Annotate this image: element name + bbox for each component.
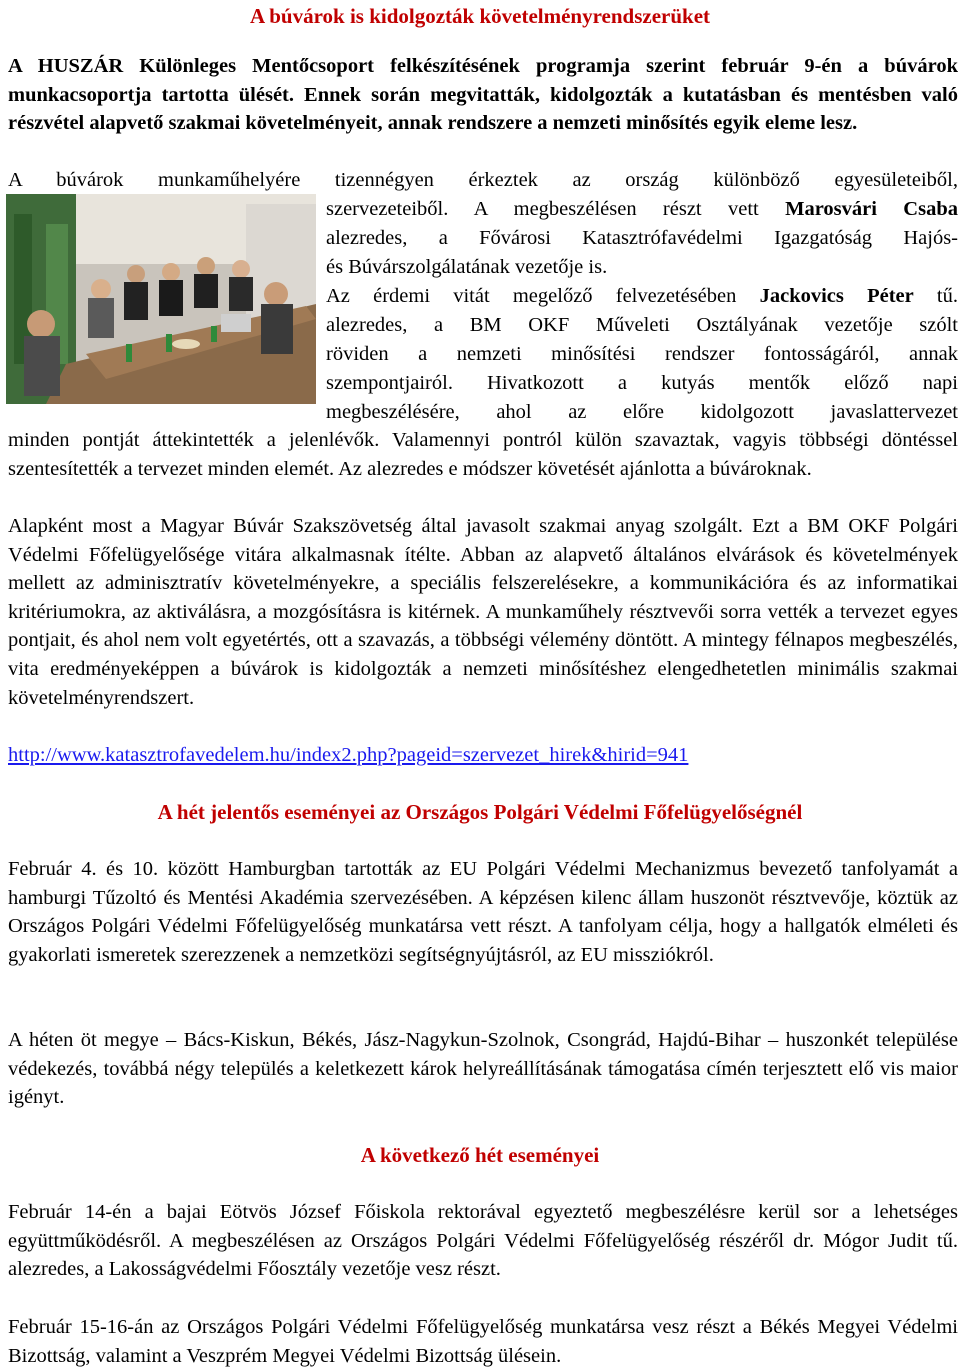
article1-para3-continuation: minden pontját áttekintették a jelenlévők. Valamennyi pontról külön szavaztak, vagyis többségi döntéssel szentesítették a tervezet minden elemét. Az alezredes e módszer követését ajánlotta a búvároknak. (8, 429, 958, 480)
article1-lead-paragraph: A HUSZÁR Különleges Mentőcsoport felkészítésének programja szerint február 9-én a búvárok munkacsoportja tartotta ülését. Ennek során megvitatták, kidolgozták a kutatásban és mentésben való részvétel alapvető szakmai követelményeit, annak rendszere a nemzeti minősítés egyik eleme lesz. (8, 55, 958, 135)
article1-para2-line2: szervezeteiből. A megbeszélésen részt vett Marosvári Csaba (326, 198, 958, 220)
article1-para4: Alapként most a Magyar Búvár Szakszövetség által javasolt szakmai anyag szolgált. Ezt a BM OKF Polgári Védelmi Főfelügyelősége vitára alkalmasnak ítélte. Abban az alapvető általános elvárások és követelmények mellett az adminisztratív követelményekre, a speciális felszerelésekre, a kommunikációra és az informatikai kritériumokra, az aktiválásra, a mozgósításra is kitérnek. A munkaműhely résztvevői sorra vették a tervezet egyes pontjait, és ahol nem volt egyetértés, ott a szavazás, a többségi vélemény döntött. A mintegy félnapos megbeszélés, vita eredményeképpen a búvárok is kidolgozták a nemzeti minősítéshez elengedhetetlen minimális szakmai követelményrendszert. (8, 515, 958, 709)
article1-para3-line4: szempontjairól. Hivatkozott a kutyás mentők előző napi (326, 372, 958, 394)
article2-para2: A héten öt megye – Bács-Kiskun, Békés, Jász-Nagykun-Szolnok, Csongrád, Hajdú-Bihar – huszonkét települése védekezés, továbbá négy település a keletkezett károk helyreállításának támogatása címén terjesztett elő vis maior igényt. (8, 1029, 958, 1109)
article3-para2: Február 15-16-án az Országos Polgári Védelmi Főfelügyelőség munkatársa vesz részt a Békés Megyei Védelmi Bizottság, valamint a Veszprém Megyei Védelmi Bizottság ülésein. (8, 1316, 958, 1367)
article1-para3-line5: megbeszélésére, ahol az előre kidolgozott javaslattervezet (326, 401, 958, 423)
article3-title: A következő hét eseményei (360, 1143, 600, 1167)
article1-para3-line3: röviden a nemzeti minősítési rendszer fontosságáról, annak (326, 343, 958, 365)
article3-para1: Február 14-én a bajai Eötvös József Főiskola rektorával egyeztető megbeszélésre kerül sor a lehetséges együttműködésről. A megbeszélésen az Országos Polgári Védelmi Főfelügyelőség részéről dr. Mógor Judit tű. alezredes, a Lakosságvédelmi Főosztály vezetője vesz részt. (8, 1201, 958, 1281)
person-name-jackovics: Jackovics Péter (759, 285, 914, 307)
article1-para2-line1: A búvárok munkaműhelyére tizennégyen érkeztek az ország különböző egyesületeiből, (8, 169, 958, 191)
article2-para1: Február 4. és 10. között Hamburgban tartották az EU Polgári Védelmi Mechanizmus bevezető tanfolyamát a hamburgi Tűzoltó és Mentési Akadémia szervezésében. A képzésen kilenc állam huszonöt résztvevője, köztük az Országos Polgári Védelmi Főfelügyelőség munkatársa vett részt. A tanfolyam célja, hogy a hallgatók elméleti és gyakorlati ismeretek szerezzenek a nemzetközi segítségnyújtásról, az EU missziókról. (8, 858, 958, 966)
article1-para3-line1: Az érdemi vitát megelőző felvezetésében Jackovics Péter tű. (326, 285, 958, 307)
article1-para2-line4: és Búvárszolgálatának vezetője is. (326, 256, 608, 278)
person-name-marosvari: Marosvári Csaba (785, 198, 958, 220)
article2-title: A hét jelentős eseményei az Országos Polgári Védelmi Főfelügyelőségnél (157, 800, 803, 824)
article1-para3-line2: alezredes, a BM OKF Műveleti Osztályának vezetője szólt (326, 314, 958, 336)
article1-source-line (8, 741, 958, 770)
article1-para2-line3: alezredes, a Fővárosi Katasztrófavédelmi Igazgatóság Hajós- (326, 227, 958, 249)
meeting-photo-image (6, 194, 316, 404)
meeting-photo (6, 194, 316, 404)
source-link[interactable]: http://www.katasztrofavedelem.hu/index2.php?pageid=szervezet_hirek&hirid=941 (8, 744, 689, 766)
article1-title: A búvárok is kidolgozták követelményrendszerüket (249, 4, 711, 28)
